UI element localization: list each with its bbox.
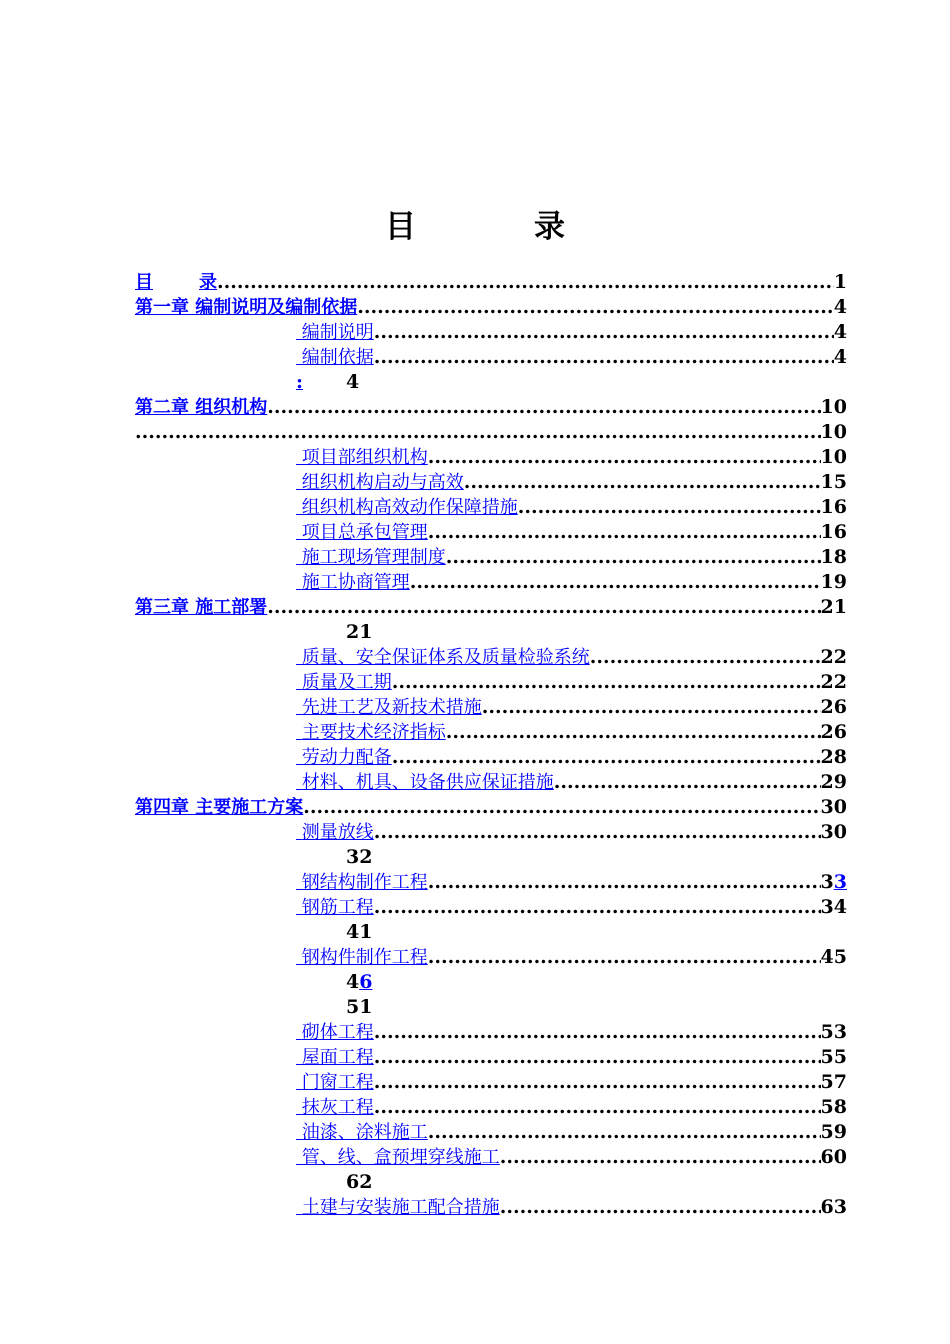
toc-entry-link[interactable]: 质量、安全保证体系及质量检验系统 [301, 647, 590, 668]
toc-page-number: 26 [820, 696, 847, 718]
toc-dot-leader [410, 570, 821, 595]
toc-row [346, 970, 847, 995]
toc-page-number: 51 [346, 996, 373, 1018]
toc-row [296, 370, 847, 395]
toc-page-number: 26 [820, 721, 847, 743]
toc-dot-leader [374, 320, 834, 345]
toc-row-inner [296, 520, 847, 545]
toc-row-inner [296, 870, 847, 895]
toc-row [296, 1045, 847, 1070]
toc-dot-leader [554, 770, 821, 795]
toc-dot-leader [392, 745, 821, 770]
toc-entry-link[interactable]: 组织机构启动与高效 [301, 472, 464, 493]
toc-row [135, 270, 847, 295]
toc-row [296, 1070, 847, 1095]
toc-row [296, 345, 847, 370]
toc-row-inner [296, 670, 847, 695]
toc-row [296, 1120, 847, 1145]
toc-dot-leader [518, 495, 821, 520]
toc-page-number: 59 [820, 1121, 847, 1143]
toc-dot-leader [446, 720, 821, 745]
toc-row-inner [135, 595, 847, 620]
toc-page-number: 21 [820, 596, 847, 618]
toc-page-number: 60 [820, 1146, 847, 1168]
toc-row [296, 895, 847, 920]
toc-row-inner [346, 845, 847, 870]
toc-page-number-link[interactable]: 3 [833, 871, 847, 893]
toc-page-number: 19 [820, 571, 847, 593]
toc-page-number-part: 4 [346, 971, 360, 993]
toc-entry-link[interactable]: 先进工艺及新技术措施 [301, 697, 482, 718]
toc-page-number: 30 [820, 821, 847, 843]
toc-row-inner [135, 795, 847, 820]
toc-page-number: 58 [820, 1096, 847, 1118]
toc-page-number: 45 [820, 946, 847, 968]
toc-dot-leader [374, 1070, 821, 1095]
toc-row-inner [296, 495, 847, 520]
toc-row-inner [296, 820, 847, 845]
toc-row [296, 1020, 847, 1045]
toc-heading [0, 207, 950, 247]
toc-page-number: 62 [346, 1171, 373, 1193]
toc-page-number: 29 [820, 771, 847, 793]
toc-row-inner [296, 1145, 847, 1170]
toc-row-inner [296, 1045, 847, 1070]
toc-row-inner [296, 695, 847, 720]
toc-entry-link[interactable]: 劳动力配备 [301, 747, 392, 768]
toc-dot-leader [500, 1145, 821, 1170]
toc-page-number: 10 [820, 421, 847, 443]
toc-row [135, 795, 847, 820]
toc-entry-link[interactable]: 测量放线 [301, 822, 374, 843]
toc-entry-link[interactable]: 屋面工程 [301, 1047, 374, 1068]
toc-row-inner [346, 995, 847, 1020]
toc-entry-link-a: 目 [135, 272, 153, 293]
toc-row [135, 420, 847, 445]
toc-row-inner [296, 895, 847, 920]
toc-row-inner [296, 645, 847, 670]
toc-page-number [346, 970, 372, 995]
toc-dot-leader [357, 295, 834, 320]
toc-dot-leader [482, 695, 821, 720]
toc-page-number: 16 [820, 521, 847, 543]
toc-page-number: 41 [346, 921, 373, 943]
toc-entry-link[interactable]: 项目总承包管理 [301, 522, 428, 543]
toc-row-inner [346, 1170, 847, 1195]
toc-entry-link[interactable]: 施工协商管理 [301, 572, 410, 593]
toc-row [296, 770, 847, 795]
toc-entry-link[interactable]: 钢构件制作工程 [301, 947, 428, 968]
toc-row [296, 470, 847, 495]
toc-row-inner [135, 395, 847, 420]
toc-row [296, 1145, 847, 1170]
toc-entry-link[interactable]: 油漆、涂料施工 [301, 1122, 428, 1143]
toc-row [346, 845, 847, 870]
toc-row-inner [296, 945, 847, 970]
toc-row-inner [296, 320, 847, 345]
toc-entry-link[interactable]: 管、线、盒预埋穿线施工 [301, 1147, 500, 1168]
toc-entry-link[interactable]: 项目部组织机构 [301, 447, 428, 468]
toc-row [296, 1095, 847, 1120]
toc-row [296, 570, 847, 595]
toc-entry-link[interactable]: 土建与安装施工配合措施 [301, 1197, 500, 1218]
toc-page-number: 4 [346, 371, 360, 393]
toc-colon-link[interactable]: : [296, 371, 304, 393]
toc-row-inner [346, 620, 847, 645]
toc-row-inner [296, 720, 847, 745]
toc-heading-left: 目 [385, 209, 416, 245]
toc-entry-link[interactable]: 施工现场管理制度 [301, 547, 446, 568]
toc-entry-link[interactable]: 第二章 组织机构 [135, 397, 268, 418]
toc-page-number: 16 [820, 496, 847, 518]
toc-dot-leader [446, 545, 821, 570]
toc-page-number: 1 [833, 271, 847, 293]
toc-row [296, 495, 847, 520]
toc-row [296, 1195, 847, 1220]
toc-row [346, 1170, 847, 1195]
toc-page-number: 53 [820, 1021, 847, 1043]
toc-entry-link[interactable]: 质量及工期 [301, 672, 392, 693]
toc-row [135, 395, 847, 420]
toc-dot-leader [590, 645, 821, 670]
toc-page-number: 34 [820, 896, 847, 918]
toc-page-number: 18 [820, 546, 847, 568]
toc-dot-leader [428, 945, 821, 970]
toc-dot-leader [374, 1020, 821, 1045]
toc-entry-link[interactable]: 编制说明 [301, 322, 374, 343]
toc-dot-leader [500, 1195, 821, 1220]
toc-dot-leader [464, 470, 821, 495]
toc-row-inner [296, 1120, 847, 1145]
toc-row [296, 545, 847, 570]
toc-entry-link[interactable]: 钢结构制作工程 [301, 872, 428, 893]
toc-dot-leader [303, 795, 820, 820]
toc-row-inner [346, 920, 847, 945]
toc-row [135, 595, 847, 620]
toc-dot-leader [392, 670, 821, 695]
toc-row-inner [135, 295, 847, 320]
toc-row [296, 645, 847, 670]
toc-page-number-link[interactable]: 6 [359, 971, 373, 993]
toc-entry-link[interactable]: 第三章 施工部署 [135, 597, 268, 618]
toc-entry-link[interactable]: 钢筋工程 [301, 897, 374, 918]
toc-row [296, 320, 847, 345]
toc-dot-leader [135, 420, 821, 445]
toc-entry-link[interactable]: 抹灰工程 [301, 1097, 374, 1118]
toc-page-number: 15 [820, 471, 847, 493]
toc-page-number: 32 [346, 846, 373, 868]
toc-row [296, 820, 847, 845]
toc-page-number: 55 [820, 1046, 847, 1068]
toc-row-inner [296, 370, 847, 395]
toc-dot-leader [267, 395, 820, 420]
toc-entry-link[interactable]: 砌体工程 [301, 1022, 374, 1043]
toc-row [296, 670, 847, 695]
toc-heading-right: 录 [534, 209, 565, 245]
toc-entry-link[interactable]: 门窗工程 [301, 1072, 374, 1093]
toc-page-number: 4 [833, 346, 847, 368]
toc-row-inner [296, 545, 847, 570]
toc-row-inner [346, 970, 847, 995]
toc-dot-leader [217, 270, 834, 295]
toc-dot-leader [428, 445, 821, 470]
toc-row-inner [296, 445, 847, 470]
toc-row [296, 520, 847, 545]
toc-row [296, 445, 847, 470]
toc-row-inner [296, 745, 847, 770]
toc-row [296, 945, 847, 970]
toc-dot-leader [267, 595, 820, 620]
toc-entry-link[interactable]: 组织机构高效动作保障措施 [301, 497, 518, 518]
toc-dot-leader [374, 820, 821, 845]
toc-list [0, 270, 950, 1220]
toc-row [346, 995, 847, 1020]
toc-entry-link[interactable] [135, 270, 217, 295]
toc-page-number: 57 [820, 1071, 847, 1093]
toc-page-number: 30 [820, 796, 847, 818]
toc-entry-link[interactable]: 编制依据 [301, 347, 374, 368]
toc-dot-leader [374, 1095, 821, 1120]
toc-row [346, 920, 847, 945]
toc-dot-leader [428, 870, 821, 895]
toc-row [135, 295, 847, 320]
toc-entry-link[interactable]: 材料、机具、设备供应保证措施 [301, 772, 554, 793]
toc-row-inner [296, 1195, 847, 1220]
toc-dot-leader [374, 895, 821, 920]
toc-row [296, 870, 847, 895]
toc-dot-leader [428, 520, 821, 545]
toc-row [296, 695, 847, 720]
toc-page-number [821, 870, 847, 895]
toc-row-inner [135, 420, 847, 445]
toc-page-number-part: 3 [820, 871, 834, 893]
toc-page-number: 4 [833, 321, 847, 343]
toc-dot-leader [374, 1045, 821, 1070]
toc-page-number: 63 [820, 1196, 847, 1218]
toc-page-number: 22 [820, 671, 847, 693]
toc-page-number: 10 [820, 396, 847, 418]
toc-page-number: 21 [346, 621, 373, 643]
toc-entry-link[interactable]: 第四章 主要施工方案 [135, 797, 304, 818]
toc-entry-link[interactable]: 主要技术经济指标 [301, 722, 446, 743]
toc-row-inner [296, 570, 847, 595]
toc-page-number: 4 [833, 296, 847, 318]
toc-row-inner [296, 470, 847, 495]
toc-entry-link[interactable]: 第一章 编制说明及编制依据 [135, 297, 358, 318]
toc-row [296, 720, 847, 745]
toc-row-inner [296, 1095, 847, 1120]
toc-row [296, 745, 847, 770]
toc-entry-link-b: 录 [199, 272, 217, 293]
toc-row-inner [296, 1020, 847, 1045]
toc-page-number: 22 [820, 646, 847, 668]
toc-row-inner [296, 770, 847, 795]
toc-page-number: 10 [820, 446, 847, 468]
toc-dot-leader [374, 345, 834, 370]
toc-page-number: 28 [820, 746, 847, 768]
toc-row-inner [296, 1070, 847, 1095]
toc-row-inner [296, 345, 847, 370]
toc-dot-leader [428, 1120, 821, 1145]
toc-row [346, 620, 847, 645]
toc-row-inner [135, 270, 847, 295]
